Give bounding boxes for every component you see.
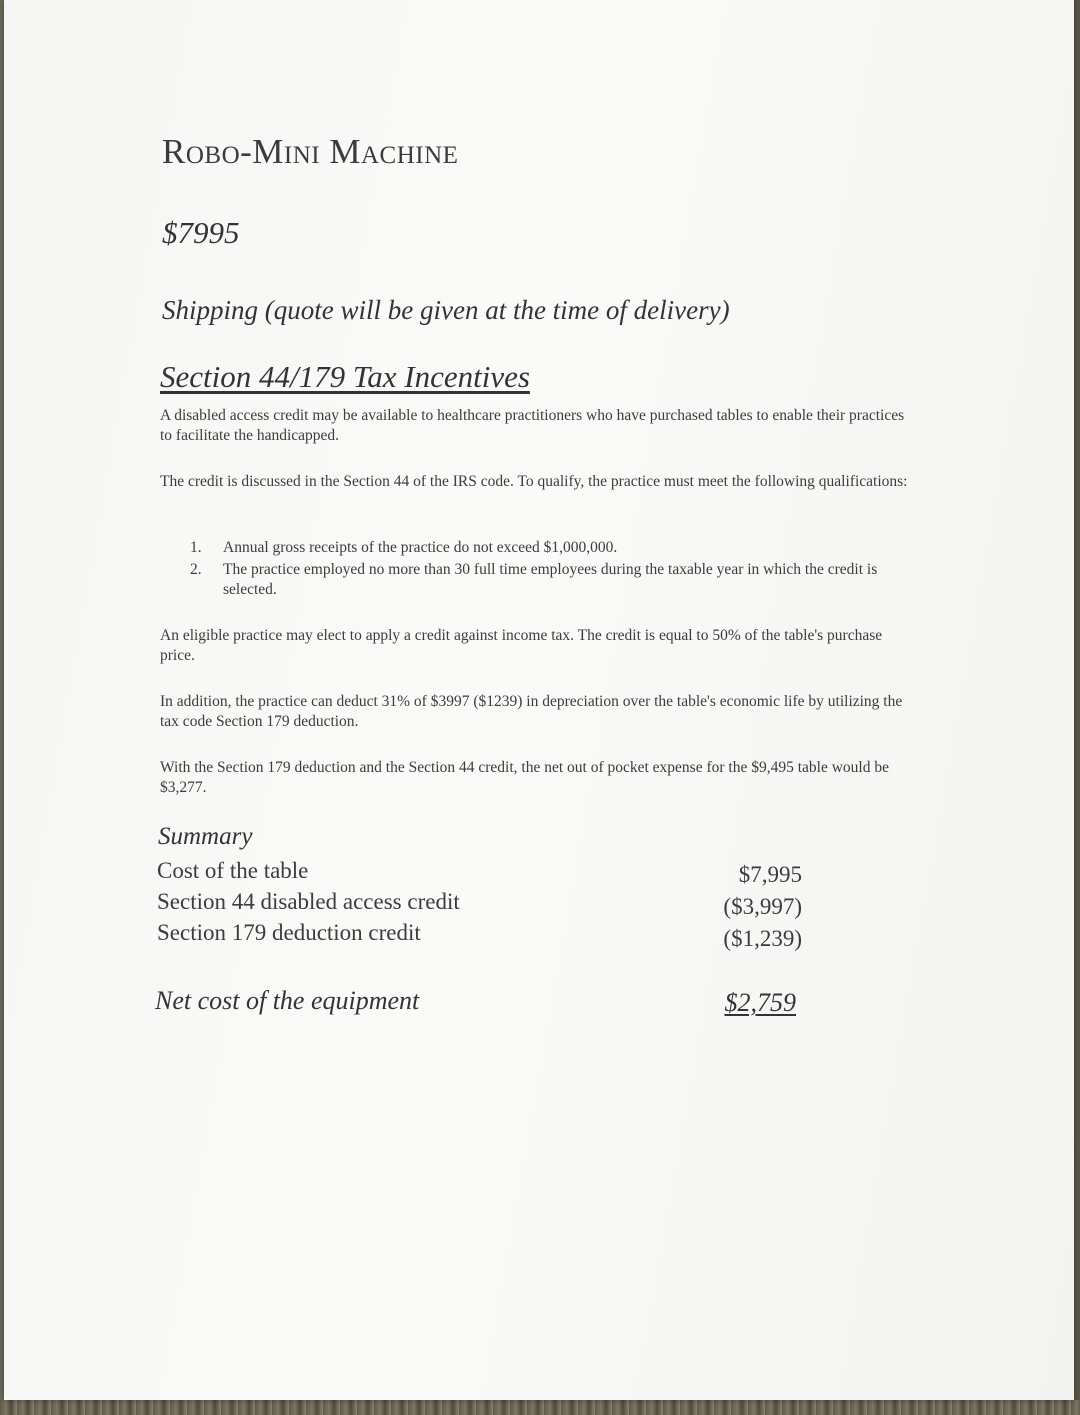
list-item-text: Annual gross receipts of the practice do not exceed $1,000,000. bbox=[223, 539, 618, 556]
summary-heading: Summary bbox=[158, 823, 253, 850]
summary-row-label: Section 179 deduction credit bbox=[157, 920, 421, 945]
shipping-note: Shipping (quote will be given at the time of delivery) bbox=[162, 295, 730, 325]
document-title: Robo-Mini Machine bbox=[162, 132, 459, 171]
paragraph-section-44-qualifications: The credit is discussed in the Section 44 of the IRS code. To qualify, the practice must meet the following qualifications: bbox=[160, 473, 908, 490]
qualifications-list bbox=[190, 538, 905, 602]
paragraph-credit-amount: An eligible practice may elect to apply a credit against income tax. The credit is equal to 50% of the table's purchase price. bbox=[160, 627, 883, 664]
list-item-number: 2. bbox=[190, 561, 202, 578]
summary-row-value: ($3,997) bbox=[723, 894, 802, 919]
summary-row-value: $7,995 bbox=[738, 862, 802, 887]
net-cost-value: $2,759 bbox=[724, 988, 796, 1017]
paragraph-net-expense: With the Section 179 deduction and the Section 44 credit, the net out of pocket expense for the $9,495 table would be $3,277. bbox=[160, 759, 889, 796]
background-edge-right bbox=[1074, 0, 1080, 1415]
paragraph-disabled-access-credit: A disabled access credit may be available to healthcare practitioners who have purchased tables to enable their practices to facilitate the handicapped. bbox=[160, 407, 905, 444]
list-item-text: The practice employed no more than 30 full time employees during the taxable year in which the credit is selected. bbox=[223, 561, 878, 598]
paragraph-section-179-deduction: In addition, the practice can deduct 31% of $3997 ($1239) in depreciation over the table's economic life by utilizing the tax code Section 179 deduction. bbox=[160, 693, 903, 730]
tax-incentives-heading: Section 44/179 Tax Incentives bbox=[160, 359, 530, 394]
summary-row-label: Cost of the table bbox=[157, 858, 309, 883]
background-edge-bottom bbox=[0, 1400, 1080, 1415]
net-cost-label: Net cost of the equipment bbox=[155, 986, 420, 1015]
machine-price: $7995 bbox=[162, 215, 240, 250]
list-item bbox=[190, 538, 905, 558]
list-item bbox=[190, 560, 905, 600]
summary-row-label: Section 44 disabled access credit bbox=[157, 889, 460, 914]
list-item-number: 1. bbox=[190, 539, 202, 556]
summary-row-value: ($1,239) bbox=[723, 926, 802, 951]
